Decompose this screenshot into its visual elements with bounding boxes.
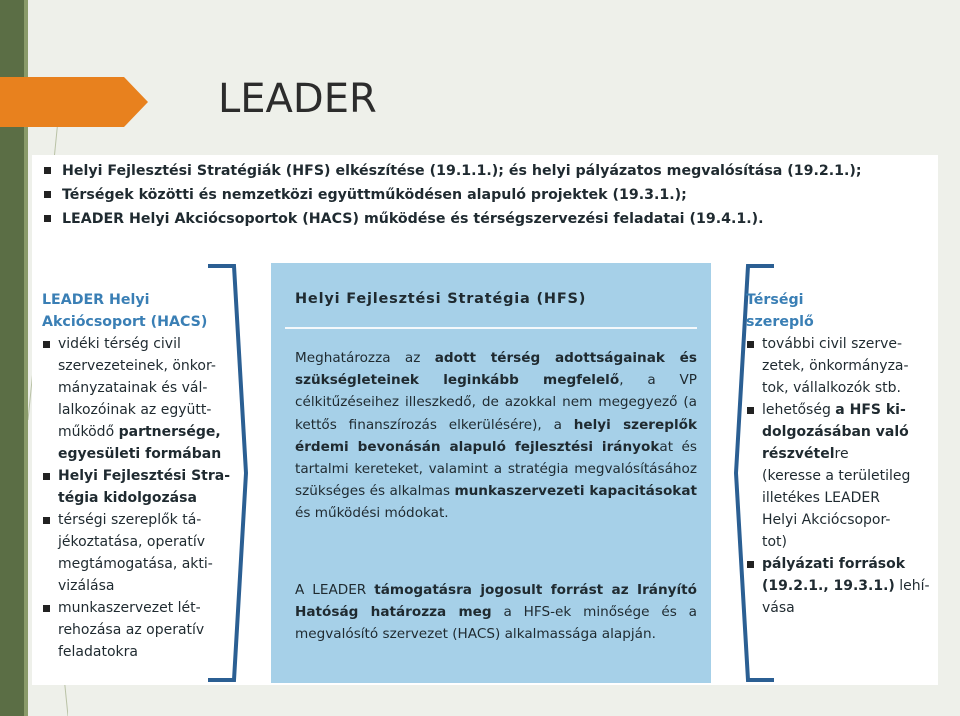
- list-item: pályázati források (19.2.1., 19.3.1.) lehí- vása: [746, 553, 936, 619]
- list-item: Helyi Fejlesztési Stra- tégia kidolgozása: [42, 465, 252, 509]
- list-item: Térségek közötti és nemzetközi együttműködésen alapuló projektek (19.3.1.);: [42, 183, 932, 207]
- hacs-heading: LEADER Helyi Akciócsoport (HACS): [42, 292, 208, 330]
- list-item: munkaszervezet lét- rehozása az operatív feladatokra: [42, 597, 252, 663]
- list-item: térségi szereplők tá- jékoztatása, operatív megtámogatása, akti- vizálása: [42, 509, 252, 597]
- slide-title: LEADER: [218, 76, 377, 122]
- list-item: LEADER Helyi Akciócsoportok (HACS) működése és térségszervezési feladatai (19.4.1.).: [42, 207, 932, 231]
- top-bullet-list: [42, 159, 932, 231]
- content-image: [32, 155, 938, 685]
- list-item: Helyi Fejlesztési Stratégiák (HFS) elkészítése (19.1.1.); és helyi pályázatos megvalósítása (19.2.1.);: [42, 159, 932, 183]
- hfs-panel: [271, 263, 711, 683]
- hfs-paragraph-2: A LEADER támogatásra jogosult forrást az Irányító Hatóság határozza meg a HFS-ek minősége és a megvalósító szervezet (HACS) alkalmassága alapján.: [295, 582, 698, 643]
- actor-column: [746, 289, 936, 619]
- hacs-column: [42, 289, 252, 663]
- hfs-title: Helyi Fejlesztési Stratégia (HFS): [295, 291, 587, 307]
- orange-arrow-icon: [0, 77, 148, 127]
- list-item: lehetőség a HFS ki- dolgozásában való részvételre (keresse a területileg illetékes LEADER Helyi Akciócsopor- tot): [746, 399, 936, 553]
- list-item: vidéki térség civil szervezeteinek, önkor- mányzatainak és vál- lalkozóinak az együtt- működő partnersége, egyesületi formában: [42, 333, 252, 465]
- actor-heading: Térségi szereplő: [746, 292, 814, 330]
- hfs-paragraph-1: Meghatározza az adott térség adottságainak és szükségleteinek leginkább megfelelő, a VP célkitűzéseihez illeszkedő, de azokkal nem megegyező (a kettős finanszírozás elkerülésére), a helyi szereplők érdemi bevonásán alapuló fejlesztési irányokat és tartalmi kereteket, valamint a stratégia megvalósításához szükséges és alkalmas munkaszervezeti kapacitásokat és működési módokat.: [295, 350, 697, 522]
- divider: [285, 327, 697, 329]
- list-item: további civil szerve- zetek, önkormányza- tok, vállalkozók stb.: [746, 333, 936, 399]
